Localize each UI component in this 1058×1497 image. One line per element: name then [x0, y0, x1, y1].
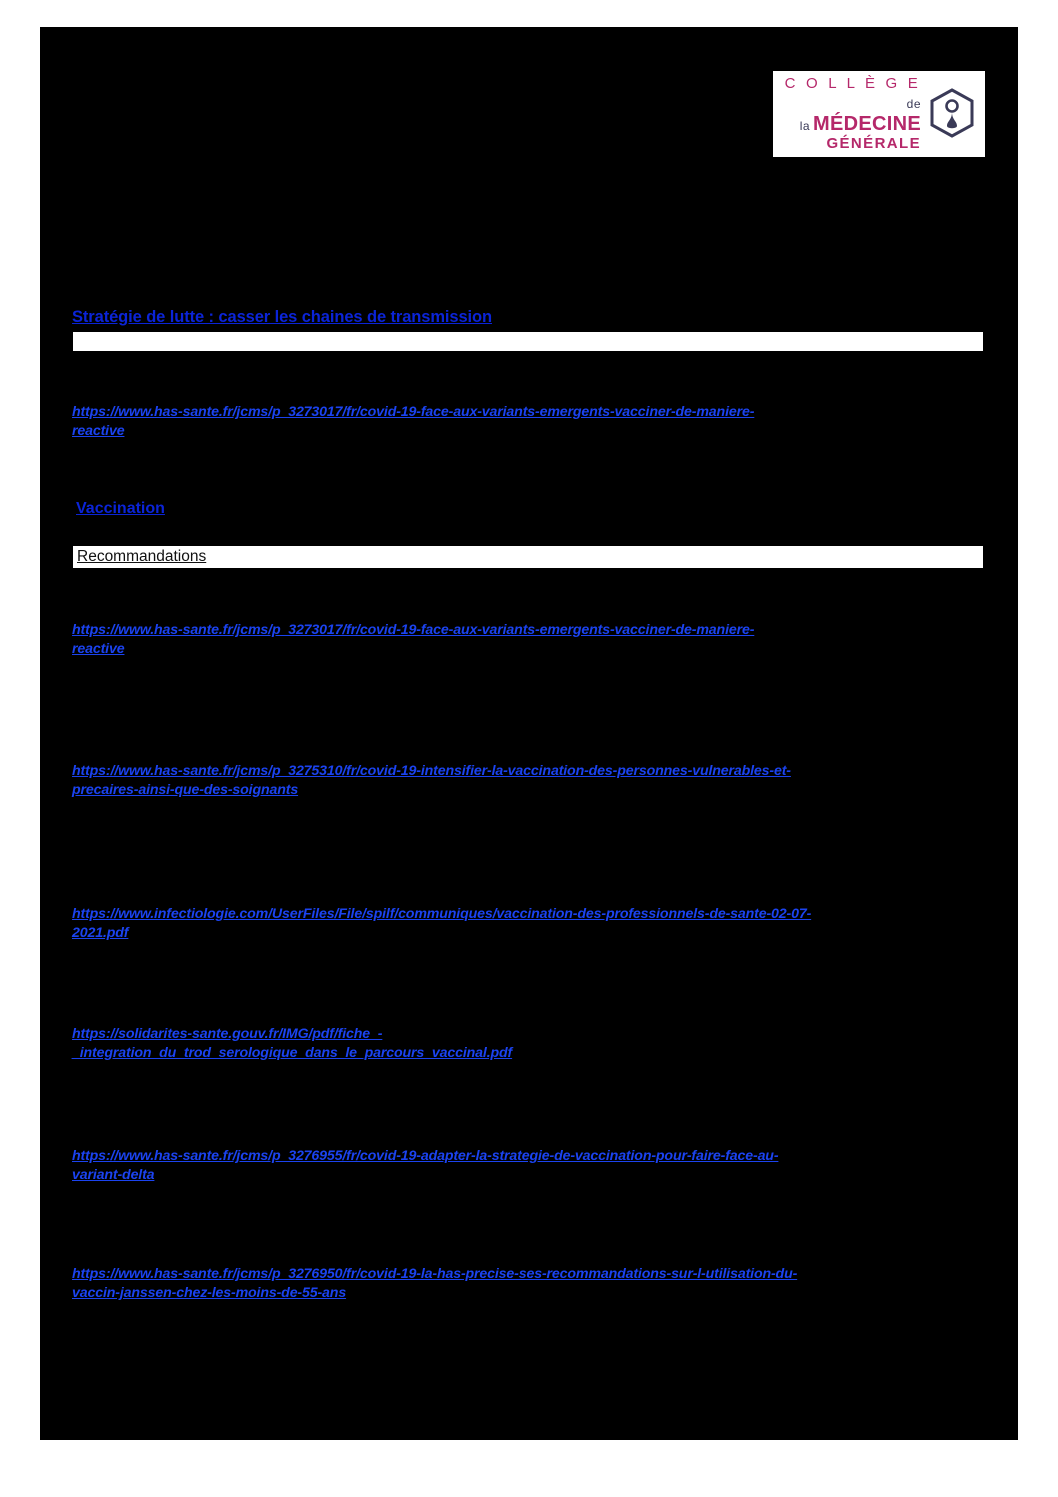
link-line-2: variant-delta [72, 1167, 155, 1183]
link-line-2: reactive [72, 641, 125, 657]
section-strip-2 [72, 545, 984, 569]
strip-label-recommandations: Recommandations [77, 548, 207, 565]
link-line-2: precaires-ainsi-que-des-soignants [72, 782, 299, 798]
link-line-2: vaccin-janssen-chez-les-moins-de-55-ans [72, 1285, 347, 1301]
link-line-1: https://www.has-sante.fr/jcms/p_3275310/fr/covid-19-intensifier-la-vaccination-des-personnes-vulnerables-et- [72, 763, 791, 779]
link-has-adapter-strategie-variant-delta[interactable] [72, 1147, 992, 1185]
link-has-vaccin-janssen[interactable] [72, 1265, 992, 1303]
link-line-1: https://www.has-sante.fr/jcms/p_3273017/fr/covid-19-face-aux-variants-emergents-vacciner-de-maniere- [72, 404, 755, 420]
link-line-2: _integration_du_trod_serologique_dans_le_parcours_vaccinal.pdf [72, 1045, 513, 1061]
link-line-1: https://solidarites-sante.gouv.fr/IMG/pdf/fiche_- [72, 1026, 383, 1042]
link-line-1: https://www.has-sante.fr/jcms/p_3273017/fr/covid-19-face-aux-variants-emergents-vacciner-de-maniere- [72, 622, 755, 638]
organization-logo [773, 71, 985, 157]
link-infectiologie-spilf-communique[interactable] [72, 905, 992, 943]
logo-line-dela: de la [799, 97, 921, 133]
link-has-variants-emergents-2[interactable] [72, 621, 992, 659]
link-line-2: reactive [72, 423, 125, 439]
link-has-intensifier-vaccination[interactable] [72, 762, 992, 800]
hexagon-caduceus-logo-icon [929, 88, 975, 140]
link-solidarites-sante-fiche-trod[interactable] [72, 1025, 992, 1063]
link-line-1: https://www.has-sante.fr/jcms/p_3276955/fr/covid-19-adapter-la-strategie-de-vaccination-pour-faire-face-au- [72, 1148, 779, 1164]
section-strip-1 [72, 331, 984, 352]
link-line-1: https://www.has-sante.fr/jcms/p_3276950/fr/covid-19-la-has-precise-ses-recommandations-sur-l-utilisation-du- [72, 1266, 798, 1282]
logo-line-generale: GÉNÉRALE [826, 134, 921, 152]
section-heading-strategie: Stratégie de lutte : casser les chaines de transmission [72, 308, 493, 326]
link-line-1: https://www.infectiologie.com/UserFiles/File/spilf/communiques/vaccination-des-professionnels-de-sante-02-07- [72, 906, 812, 922]
logo-line-college: C O L L È G E [784, 75, 921, 93]
logo-line-medecine [783, 92, 921, 135]
logo-line-medecine-text: MÉDECINE [813, 113, 921, 135]
section-heading-vaccination: Vaccination [76, 500, 165, 517]
link-has-variants-emergents-1[interactable] [72, 403, 992, 441]
link-line-2: 2021.pdf [72, 925, 129, 941]
